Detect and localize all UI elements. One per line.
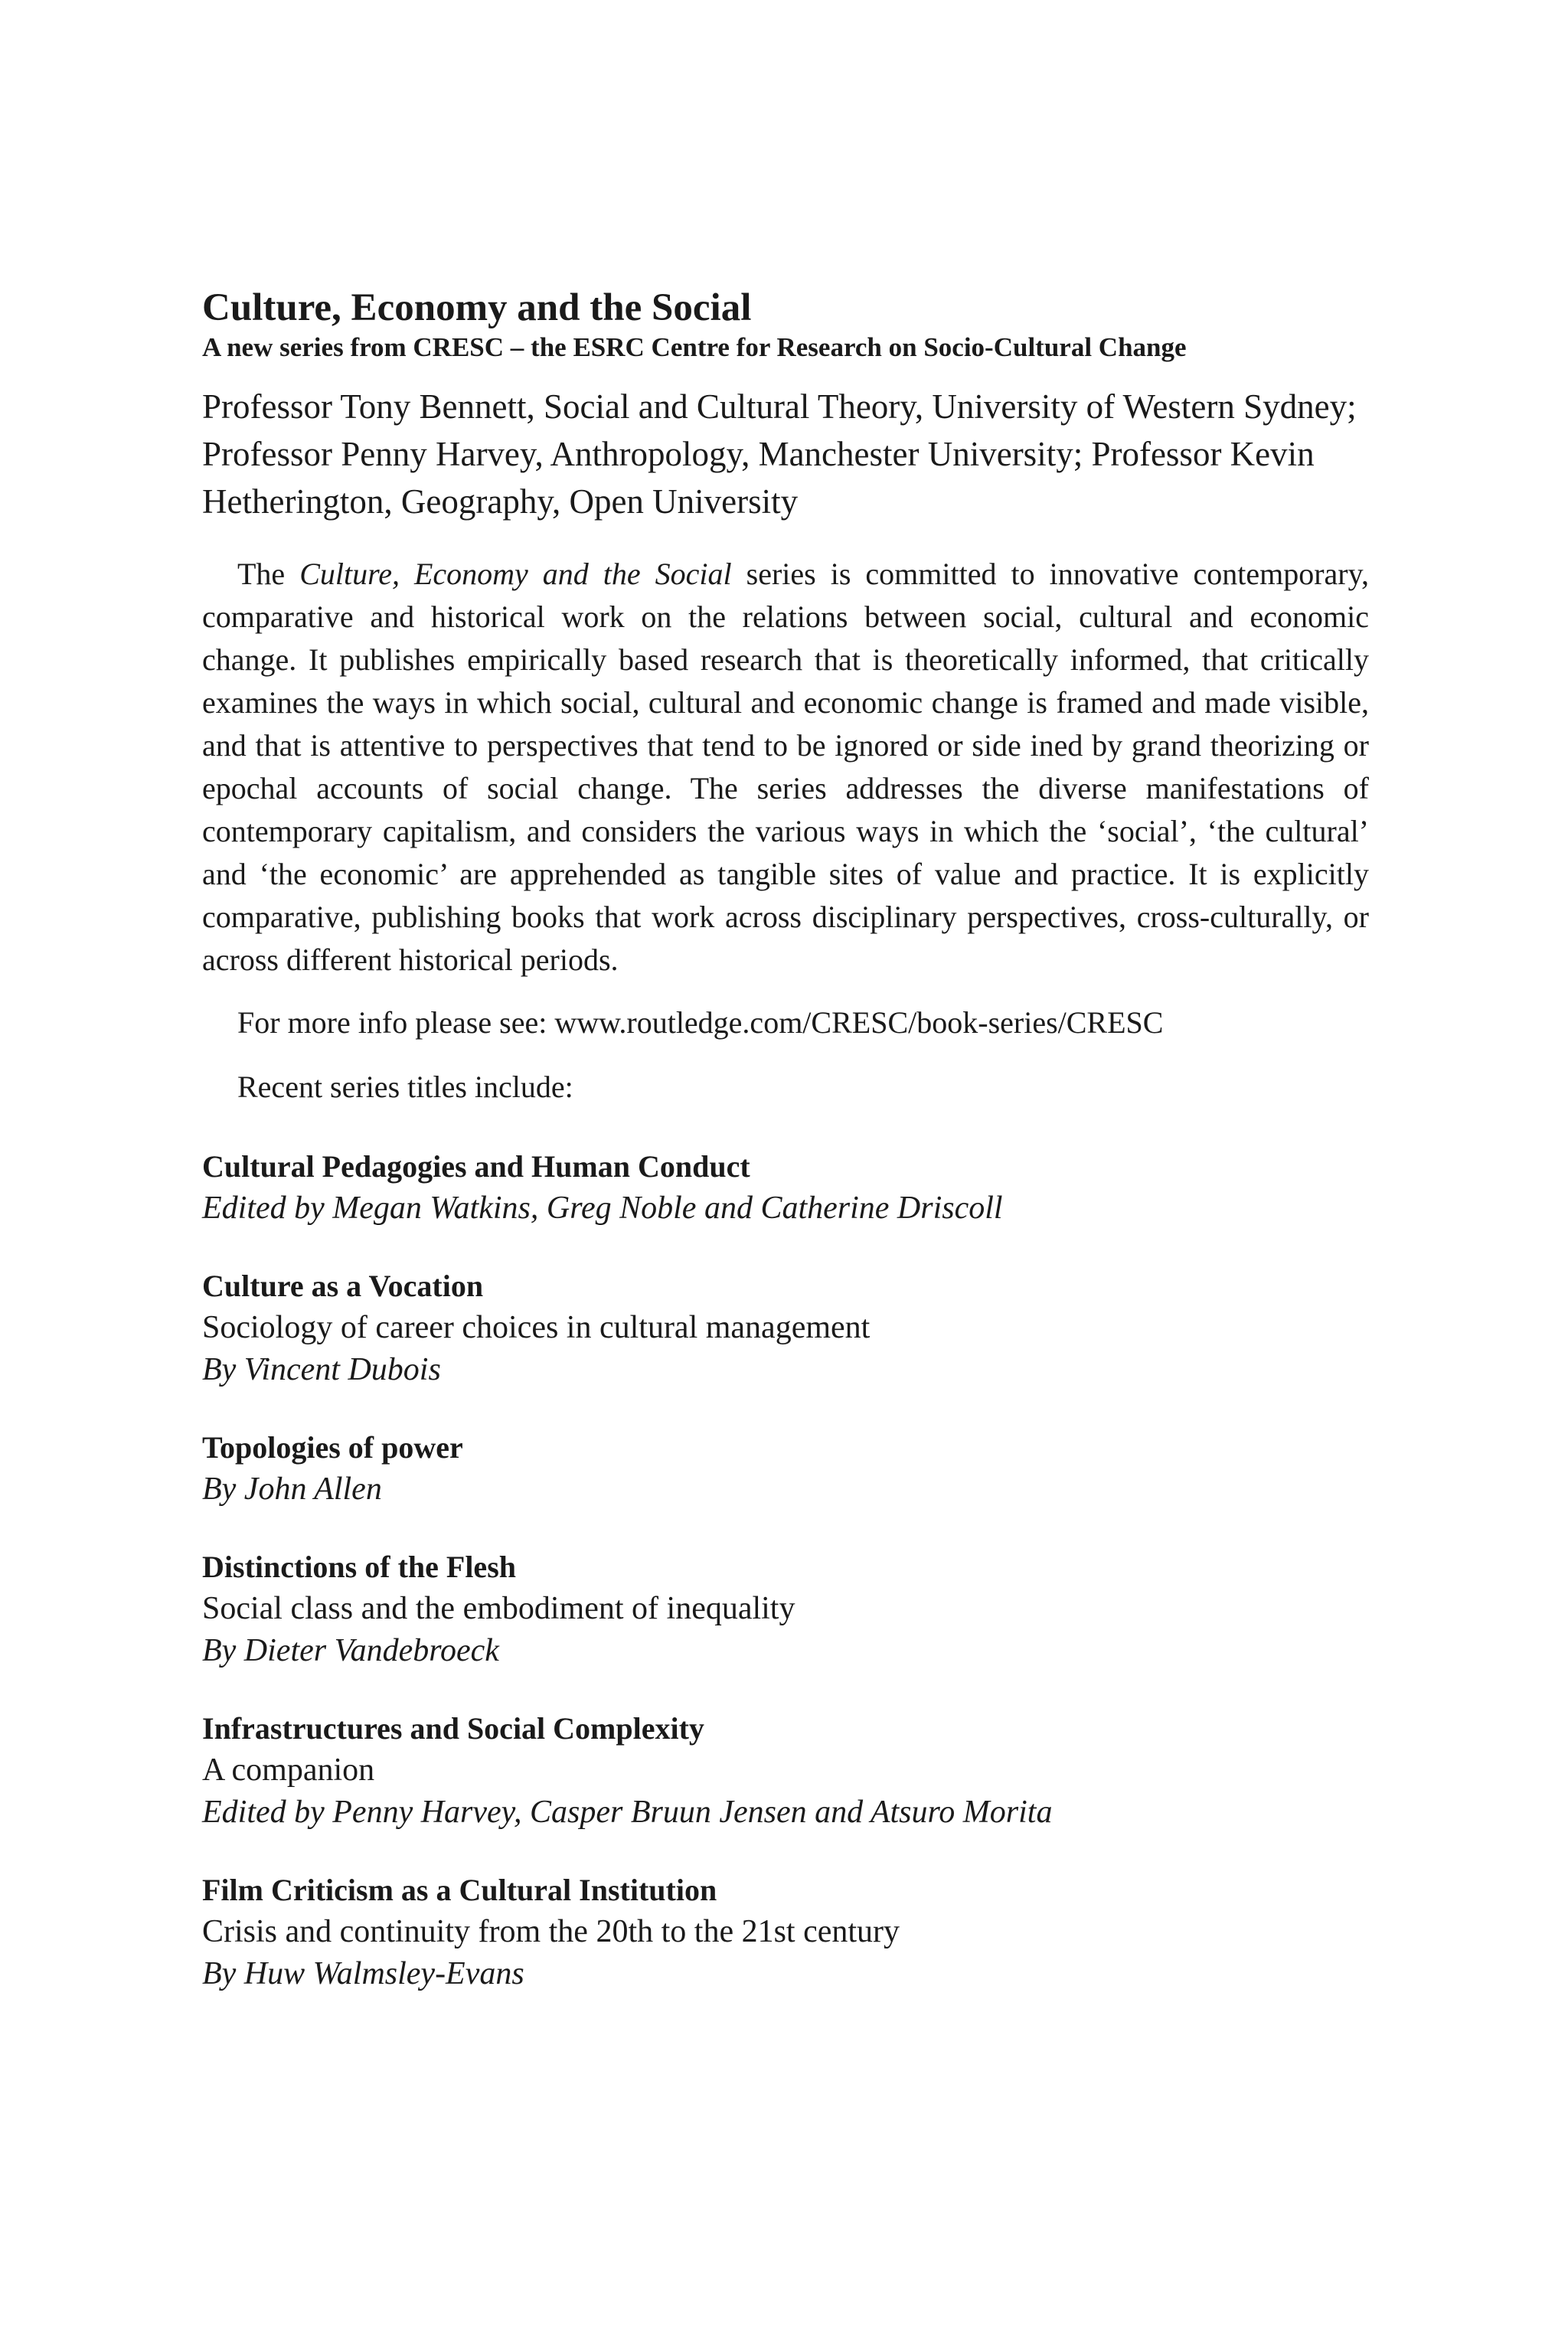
book-author: By John Allen <box>202 1472 382 1507</box>
book-entry <box>202 1265 1369 1391</box>
book-subtitle: A companion <box>202 1753 375 1788</box>
series-title: Culture, Economy and the Social <box>202 286 752 329</box>
book-title: Infrastructures and Social Complexity <box>202 1711 704 1746</box>
book-entry <box>202 1869 1369 1995</box>
book-list <box>202 1145 1369 1995</box>
book-title: Topologies of power <box>202 1430 463 1465</box>
book-title: Distinctions of the Flesh <box>202 1550 516 1584</box>
book-author: By Vincent Dubois <box>202 1352 441 1387</box>
series-subtitle: A new series from CRESC – the ESRC Centre for Research on Socio-Cultural Change <box>202 332 1187 362</box>
book-entry <box>202 1546 1369 1672</box>
description-body: series is committed to innovative contemporary, comparative and historical work on the relations between social, cultural and economic change. It publishes empirically based research that is theoretically informed, that critically examines the ways in which social, cultural and economic change is framed and made visible, and that is attentive to perspectives that tend to be ignored or side ined by grand theorizing or epochal accounts of social change. The series addresses the diverse manifestations of contemporary capitalism, and considers the various ways in which the ‘social’, ‘the cultural’ and ‘the economic’ are apprehended as tangible sites of value and practice. It is explicitly comparative, publishing books that work across disciplinary perspectives, cross-culturally, or across different historical periods. <box>202 557 1370 977</box>
book-author: By Dieter Vandebroeck <box>202 1633 499 1668</box>
description-prefix: The <box>237 557 300 591</box>
book-author: Edited by Megan Watkins, Greg Noble and Catherine Driscoll <box>202 1191 1003 1226</box>
more-info-line: For more info please see: www.routledge.com/CRESC/book-series/CRESC <box>237 1005 1164 1040</box>
book-title: Cultural Pedagogies and Human Conduct <box>202 1149 750 1184</box>
book-entry <box>202 1707 1369 1834</box>
series-description <box>202 553 1369 982</box>
book-author: Edited by Penny Harvey, Casper Bruun Jensen and Atsuro Morita <box>202 1795 1053 1830</box>
book-title: Film Criticism as a Cultural Institution <box>202 1873 717 1907</box>
book-subtitle: Sociology of career choices in cultural management <box>202 1310 871 1345</box>
book-title: Culture as a Vocation <box>202 1269 484 1303</box>
series-editors: Professor Tony Bennett, Social and Cultural Theory, University of Western Sydney; Professor Penny Harvey, Anthropology, Manchester University; Professor Kevin Hetherington, Geography, Open University <box>202 387 1357 521</box>
book-subtitle: Social class and the embodiment of inequality <box>202 1591 795 1626</box>
book-author: By Huw Walmsley-Evans <box>202 1956 524 1991</box>
recent-titles-intro: Recent series titles include: <box>237 1070 573 1104</box>
description-series-name: Culture, Economy and the Social <box>299 557 732 591</box>
book-subtitle: Crisis and continuity from the 20th to the 21st century <box>202 1914 900 1949</box>
series-page <box>202 285 1369 2030</box>
book-entry <box>202 1145 1369 1230</box>
book-entry <box>202 1426 1369 1511</box>
